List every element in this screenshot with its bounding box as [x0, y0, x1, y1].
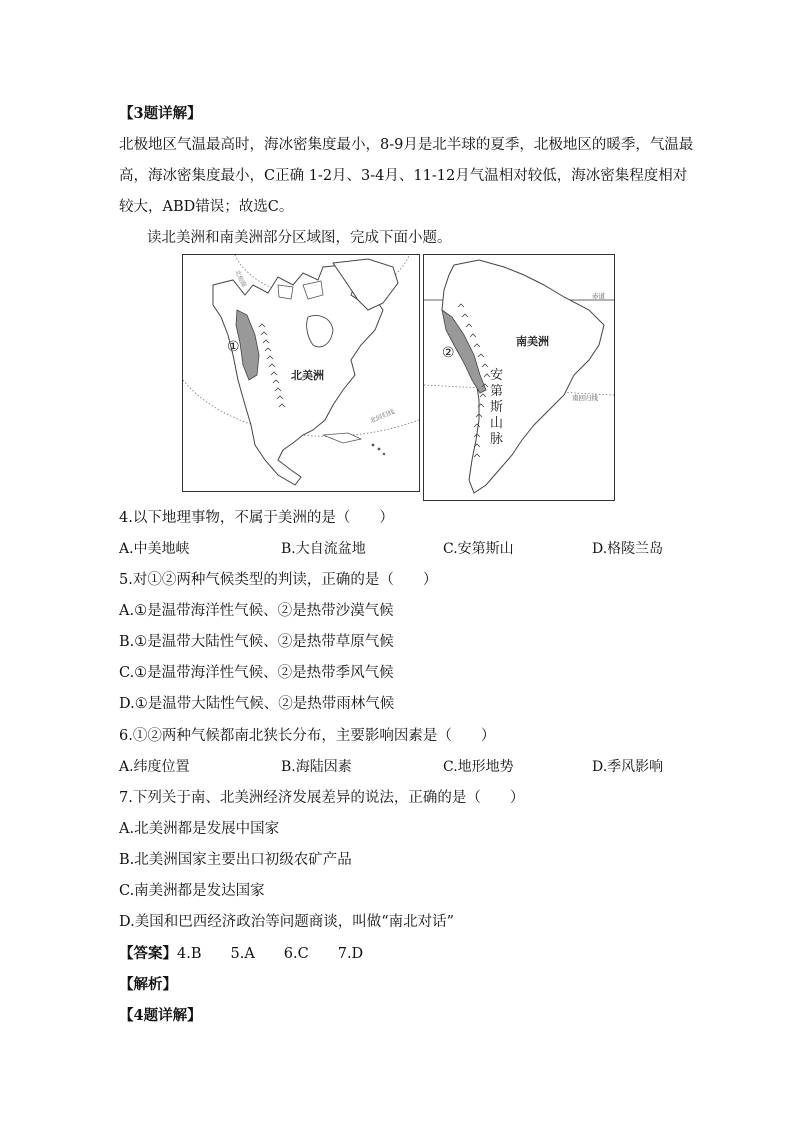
q3-heading: 【3题详解】	[119, 105, 202, 122]
q5-option-a: A.①是温带海洋性气候、②是热带沙漠气候	[119, 603, 394, 619]
q3-text-line-1: 北极地区气温最高时，海冰密集度最小，8-9月是北半球的夏季，北极地区的暖季，气温最	[119, 137, 694, 153]
andes-label	[490, 367, 503, 447]
analysis-heading: 【解析】	[119, 976, 177, 993]
q5-option-c: C.①是温带海洋性气候、②是热带季风气候	[119, 665, 394, 681]
q7-option-b: B.北美洲国家主要出口初级农矿产品	[119, 852, 352, 868]
q7-option-d: D.美国和巴西经济政治等问题商谈，叫做“南北对话”	[119, 914, 455, 930]
south-map-equator-label: 赤道	[592, 292, 605, 300]
andes-char-2: 第	[490, 384, 504, 399]
north-america-map	[182, 254, 420, 492]
answer-line	[119, 944, 363, 964]
q5-option-d: D.①是温带大陆性气候、②是热带雨林气候	[119, 696, 395, 712]
q6-stem: 6.①②两种气候都南北狭长分布，主要影响因素是（ ）	[119, 728, 496, 744]
andes-char-1: 安	[490, 368, 504, 383]
north-map-arctic-label: 北极圈	[233, 268, 248, 289]
q7-stem: 7.下列关于南、北美洲经济发展差异的说法，正确的是（ ）	[119, 790, 525, 806]
intro-text: 读北美洲和南美洲部分区域图，完成下面小题。	[147, 230, 452, 246]
q4-option-a: A.中美地峡	[119, 541, 190, 557]
q4-option-c: C.安第斯山	[443, 541, 514, 557]
q7-option-c: C.南美洲都是发达国家	[119, 883, 265, 899]
q3-text-line-2: 高，海冰密集度最小，C正确 1-2月、3-4月、11-12月气温相对较低，海冰密集程度相对	[119, 168, 688, 184]
q6-option-b: B.海陆因素	[281, 759, 352, 775]
south-map-tropic-label: 南回归线	[572, 394, 598, 402]
north-map-circle-label: ①	[227, 339, 240, 355]
andes-char-3: 斯	[490, 400, 504, 415]
q6-option-a: A.纬度位置	[119, 759, 190, 775]
q5-option-b: B.①是温带大陆性气候、②是热带草原气候	[119, 634, 394, 650]
south-america-map	[423, 254, 615, 501]
q5-stem: 5.对①②两种气候类型的判读，正确的是（ ）	[119, 572, 438, 588]
south-map-continent-label: 南美洲	[516, 335, 549, 348]
andes-char-4: 山	[490, 416, 504, 431]
answer-values: 4.B 5.A 6.C 7.D	[177, 946, 364, 962]
north-map-tropic-label: 北回归线	[368, 407, 396, 425]
q4-option-d: D.格陵兰岛	[592, 541, 664, 557]
q7-option-a: A.北美洲都是发展中国家	[119, 821, 280, 837]
q4-stem: 4.以下地理事物，不属于美洲的是（ ）	[119, 510, 394, 526]
andes-char-5: 脉	[490, 432, 504, 447]
q3-text-line-3: 较大，ABD错误；故选C。	[119, 199, 294, 215]
q6-option-d: D.季风影响	[592, 759, 664, 775]
q6-option-c: C.地形地势	[443, 759, 514, 775]
south-map-circle-label: ②	[442, 345, 455, 361]
answer-label: 【答案】	[119, 945, 177, 962]
north-map-continent-label: 北美洲	[291, 369, 324, 382]
q4-heading: 【4题详解】	[119, 1007, 202, 1024]
q4-option-b: B.大自流盆地	[281, 541, 366, 557]
